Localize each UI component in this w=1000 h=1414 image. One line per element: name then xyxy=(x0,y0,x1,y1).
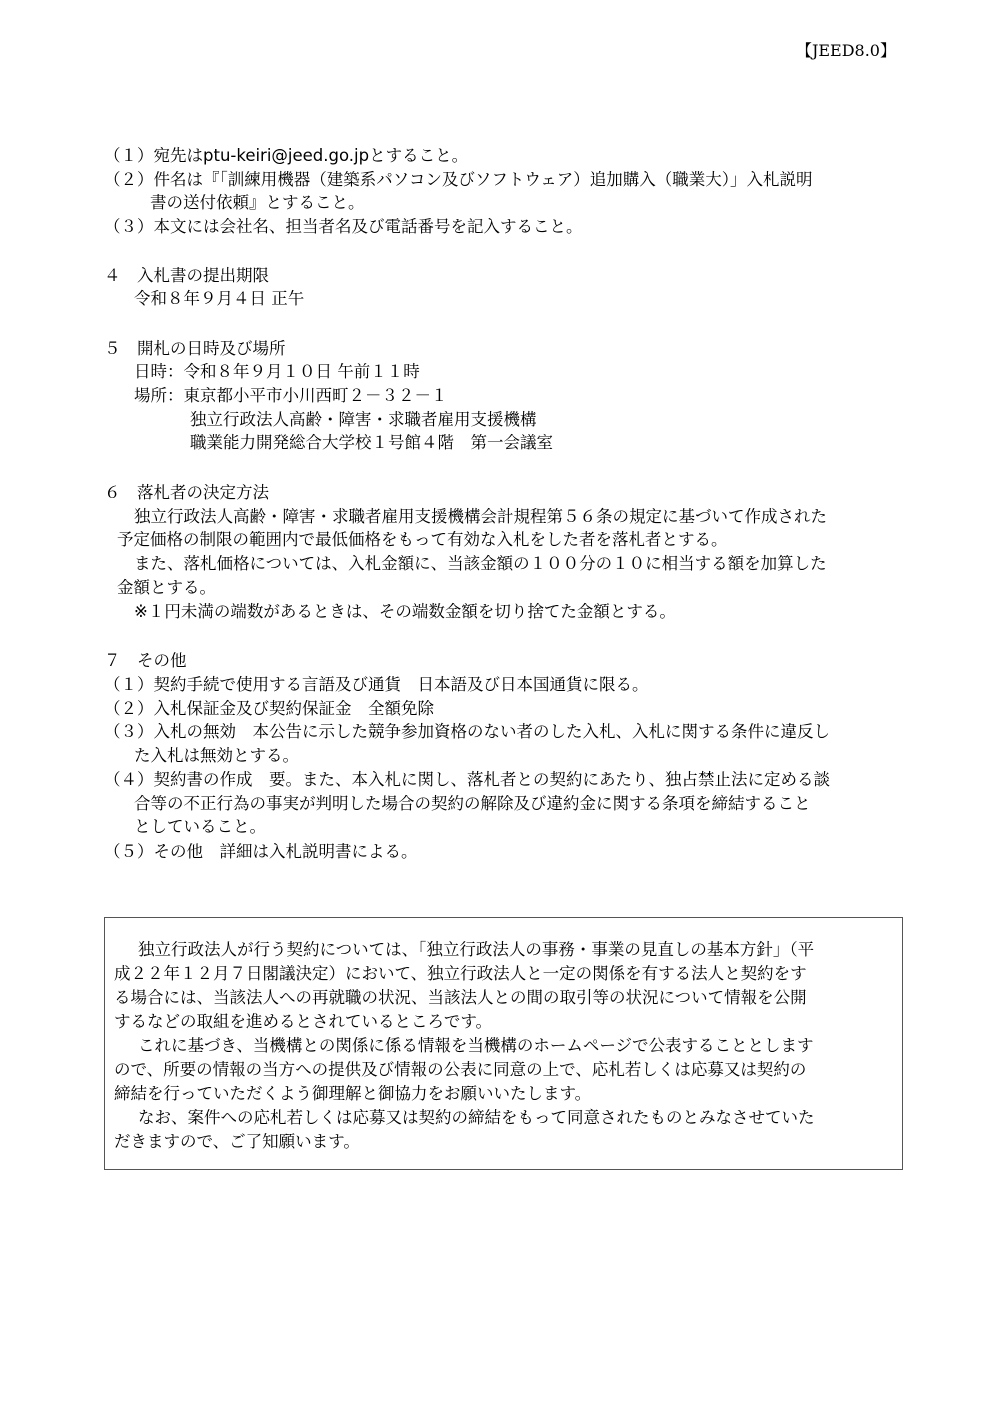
notice-line-2: 成２２年１２月７日閣議決定）において、独立行政法人と一定の関係を有する法人と契約をす xyxy=(114,964,807,983)
notice-line-4: するなどの取組を進めるとされているところです。 xyxy=(114,1012,493,1031)
section-5-place-room: 職業能力開発総合大学校１号館４階 第一会議室 xyxy=(190,433,553,452)
section-6-line-4: 金額とする。 xyxy=(117,578,216,597)
section-6-line-3: また、落札価格については、入札金額に、当該金額の１００分の１０に相当する額を加算した xyxy=(134,554,827,573)
section-4-deadline: 令和８年９月４日 正午 xyxy=(134,289,305,308)
notice-line-1: 独立行政法人が行う契約については、「独立行政法人の事務・事業の見直しの基本方針」（平 xyxy=(138,940,815,959)
section-7-item-4-cont-2: としていること。 xyxy=(134,817,266,836)
section-6-heading: ６ 落札者の決定方法 xyxy=(104,483,269,502)
notice-line-5: これに基づき、当機構との関係に係る情報を当機構のホームページで公表することとします xyxy=(138,1036,814,1055)
section-5-place: 場所：東京都小平市小川西町２－３２－１ xyxy=(134,386,448,405)
section-7-item-2: （２）入札保証金及び契約保証金 全額免除 xyxy=(104,699,434,718)
section-4-heading: ４ 入札書の提出期限 xyxy=(104,266,269,285)
section-5-heading: ５ 開札の日時及び場所 xyxy=(104,339,286,358)
section-7-item-1: （１）契約手続で使用する言語及び通貨 日本語及び日本国通貨に限る。 xyxy=(104,675,649,694)
section-5-place-org: 独立行政法人高齢・障害・求職者雇用支援機構 xyxy=(190,410,537,429)
section-7-heading: ７ その他 xyxy=(104,651,187,670)
notice-line-8: なお、案件への応札若しくは応募又は契約の締結をもって同意されたものとみなさせていた xyxy=(138,1108,815,1127)
notice-box xyxy=(104,917,903,1170)
email-rule-2-cont: 書の送付依頼』とすること。 xyxy=(150,193,365,212)
section-6-line-2: 予定価格の制限の範囲内で最低価格をもって有効な入札をした者を落札者とする。 xyxy=(117,530,728,549)
section-5-datetime: 日時：令和８年９月１０日 午前１１時 xyxy=(134,362,420,381)
document-version-tag: 【JEED8.0】 xyxy=(795,41,896,60)
section-7-item-4-cont-1: 合等の不正行為の事実が判明した場合の契約の解除及び違約金に関する条項を締結すること xyxy=(134,794,811,813)
email-rule-3: （３）本文には会社名、担当者名及び電話番号を記入すること。 xyxy=(104,217,583,236)
section-7-item-3-cont: た入札は無効とする。 xyxy=(134,746,299,765)
notice-line-9: だきますので、ご了知願います。 xyxy=(114,1132,360,1151)
notice-line-7: 締結を行っていただくよう御理解と御協力をお願いいたします。 xyxy=(114,1084,592,1103)
section-7-item-5: （５）その他 詳細は入札説明書による。 xyxy=(104,842,418,861)
section-7-item-4: （４）契約書の作成 要。また、本入札に関し、落札者との契約にあたり、独占禁止法に定める談 xyxy=(104,770,830,789)
email-rule-2: （２）件名は『「訓練用機器（建築系パソコン及びソフトウェア）追加購入（職業大）」入札説明 xyxy=(104,170,813,189)
section-6-note: ※１円未満の端数があるときは、その端数金額を切り捨てた金額とする。 xyxy=(134,602,676,621)
notice-line-6: ので、所要の情報の当方への提供及び情報の公表に同意の上で、応札若しくは応募又は契約の xyxy=(114,1060,807,1079)
notice-line-3: る場合には、当該法人への再就職の状況、当該法人との間の取引等の状況について情報を公開 xyxy=(114,988,807,1007)
section-6-line-1: 独立行政法人高齢・障害・求職者雇用支援機構会計規程第５６条の規定に基づいて作成された xyxy=(134,507,827,526)
section-7-item-3: （３）入札の無効 本公告に示した競争参加資格のない者のした入札、入札に関する条件に違反し xyxy=(104,722,830,741)
email-rule-1: （１）宛先はptu-keiri@jeed.go.jpとすること。 xyxy=(104,146,469,165)
